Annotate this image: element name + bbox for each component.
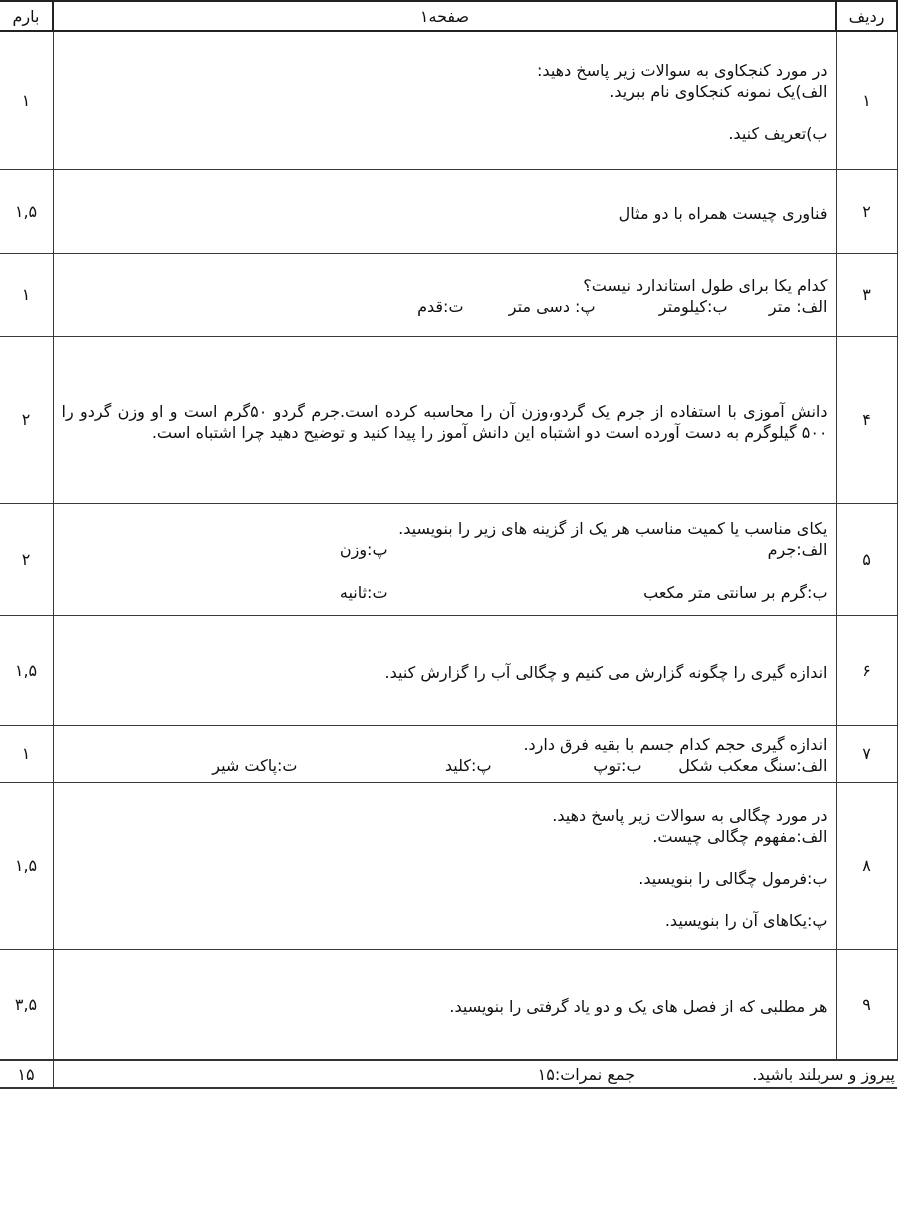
closing-message: پیروز و سربلند باشید. xyxy=(752,1065,895,1084)
option-b: ب:کیلومتر xyxy=(658,297,728,316)
option-d: ت:ثانیه xyxy=(339,583,388,602)
question-line: ب)تعریف کنید. xyxy=(728,124,828,144)
total-row xyxy=(0,1060,897,1088)
question-text xyxy=(53,253,836,336)
option-a: الف:سنگ معکب شکل xyxy=(678,756,828,775)
question-line: یکای مناسب یا کمیت مناسب هر یک از گزینه های زیر را بنویسید. xyxy=(398,519,828,538)
question-number: ۳ xyxy=(836,253,897,336)
question-line: اندازه گیری حجم کدام جسم با بقیه فرق دارد. xyxy=(523,735,828,754)
question-row-4 xyxy=(0,336,897,503)
question-row-7 xyxy=(0,725,897,782)
option-a: الف: متر xyxy=(768,297,828,316)
question-number: ۱ xyxy=(836,31,897,169)
answer-options-row-2 xyxy=(62,582,828,604)
footer-cell xyxy=(53,1060,897,1088)
option-d: ت:قدم xyxy=(417,297,464,316)
question-line: الف)یک نمونه کنجکاوی نام ببرید. xyxy=(609,82,828,102)
question-text xyxy=(53,31,836,169)
question-score: ۲ xyxy=(0,503,53,615)
question-score: ۲ xyxy=(0,336,53,503)
question-row-5 xyxy=(0,503,897,615)
question-text xyxy=(53,949,836,1060)
option-a: الف:جرم xyxy=(767,540,828,559)
option-b: ب:گرم بر سانتی متر مکعب xyxy=(643,583,828,602)
option-c: پ:کلید xyxy=(444,756,492,775)
question-number: ۲ xyxy=(836,169,897,253)
total-score: ۱۵ xyxy=(0,1060,53,1088)
question-number: ۵ xyxy=(836,503,897,615)
option-c: پ:وزن xyxy=(339,540,388,559)
question-score: ۱,۵ xyxy=(0,615,53,725)
option-c: پ: دسی متر xyxy=(508,297,596,316)
question-row-2 xyxy=(0,169,897,253)
question-line: الف:مفهوم چگالی چیست. xyxy=(652,826,828,846)
answer-options xyxy=(62,296,828,318)
question-text xyxy=(53,615,836,725)
header-number-column: ردیف xyxy=(836,1,897,31)
question-line: در مورد چگالی به سوالات زیر پاسخ دهید. xyxy=(552,805,828,825)
question-score: ۱ xyxy=(0,253,53,336)
question-text xyxy=(53,336,836,503)
option-b: ب:توپ xyxy=(593,756,642,775)
question-text xyxy=(53,782,836,949)
question-text xyxy=(53,725,836,782)
question-number: ۴ xyxy=(836,336,897,503)
question-text xyxy=(53,503,836,615)
total-points-label: جمع نمرات:۱۵ xyxy=(537,1065,635,1084)
question-row-3 xyxy=(0,253,897,336)
question-line: ب:فرمول چگالی را بنویسید. xyxy=(638,868,828,888)
question-line: فناوری چیست همراه با دو مثال xyxy=(618,203,828,223)
question-line: اندازه گیری را چگونه گزارش می کنیم و چگالی آب را گزارش کنید. xyxy=(384,662,828,682)
question-number: ۶ xyxy=(836,615,897,725)
question-paragraph: دانش آموزی با استفاده از جرم یک گردو،وزن آن را محاسبه کرده است.جرم گردو ۵۰گرم است و او وزن گردو را ۵۰۰ گیلوگرم به دست آورده است دو اشتباه این دانش آموز را پیدا کنید و توضیح دهید چرا اشتباه است. xyxy=(61,401,828,442)
question-row-6 xyxy=(0,615,897,725)
question-number: ۷ xyxy=(836,725,897,782)
page-title: صفحه۱ xyxy=(53,1,836,31)
question-row-1 xyxy=(0,31,897,169)
question-line: هر مطلبی که از فصل های یک و دو یاد گرفتی را بنویسید. xyxy=(449,996,828,1016)
option-d: ت:پاکت شیر xyxy=(212,756,298,775)
answer-options-row-1 xyxy=(62,539,828,561)
question-line: پ:یکاهای آن را بنویسید. xyxy=(664,910,828,930)
question-score: ۱,۵ xyxy=(0,782,53,949)
question-row-8 xyxy=(0,782,897,949)
question-score: ۱,۵ xyxy=(0,169,53,253)
question-line: در مورد کنجکاوی به سوالات زیر پاسخ دهید: xyxy=(537,61,828,81)
question-row-9 xyxy=(0,949,897,1060)
answer-options xyxy=(62,755,828,777)
question-text xyxy=(53,169,836,253)
header-score-column: بارم xyxy=(0,1,53,31)
question-score: ۱ xyxy=(0,31,53,169)
question-line: کدام یکا برای طول استاندارد نیست؟ xyxy=(583,276,828,295)
question-number: ۹ xyxy=(836,949,897,1060)
table-header-row xyxy=(0,1,897,31)
question-score: ۱ xyxy=(0,725,53,782)
question-score: ۳,۵ xyxy=(0,949,53,1060)
question-number: ۸ xyxy=(836,782,897,949)
